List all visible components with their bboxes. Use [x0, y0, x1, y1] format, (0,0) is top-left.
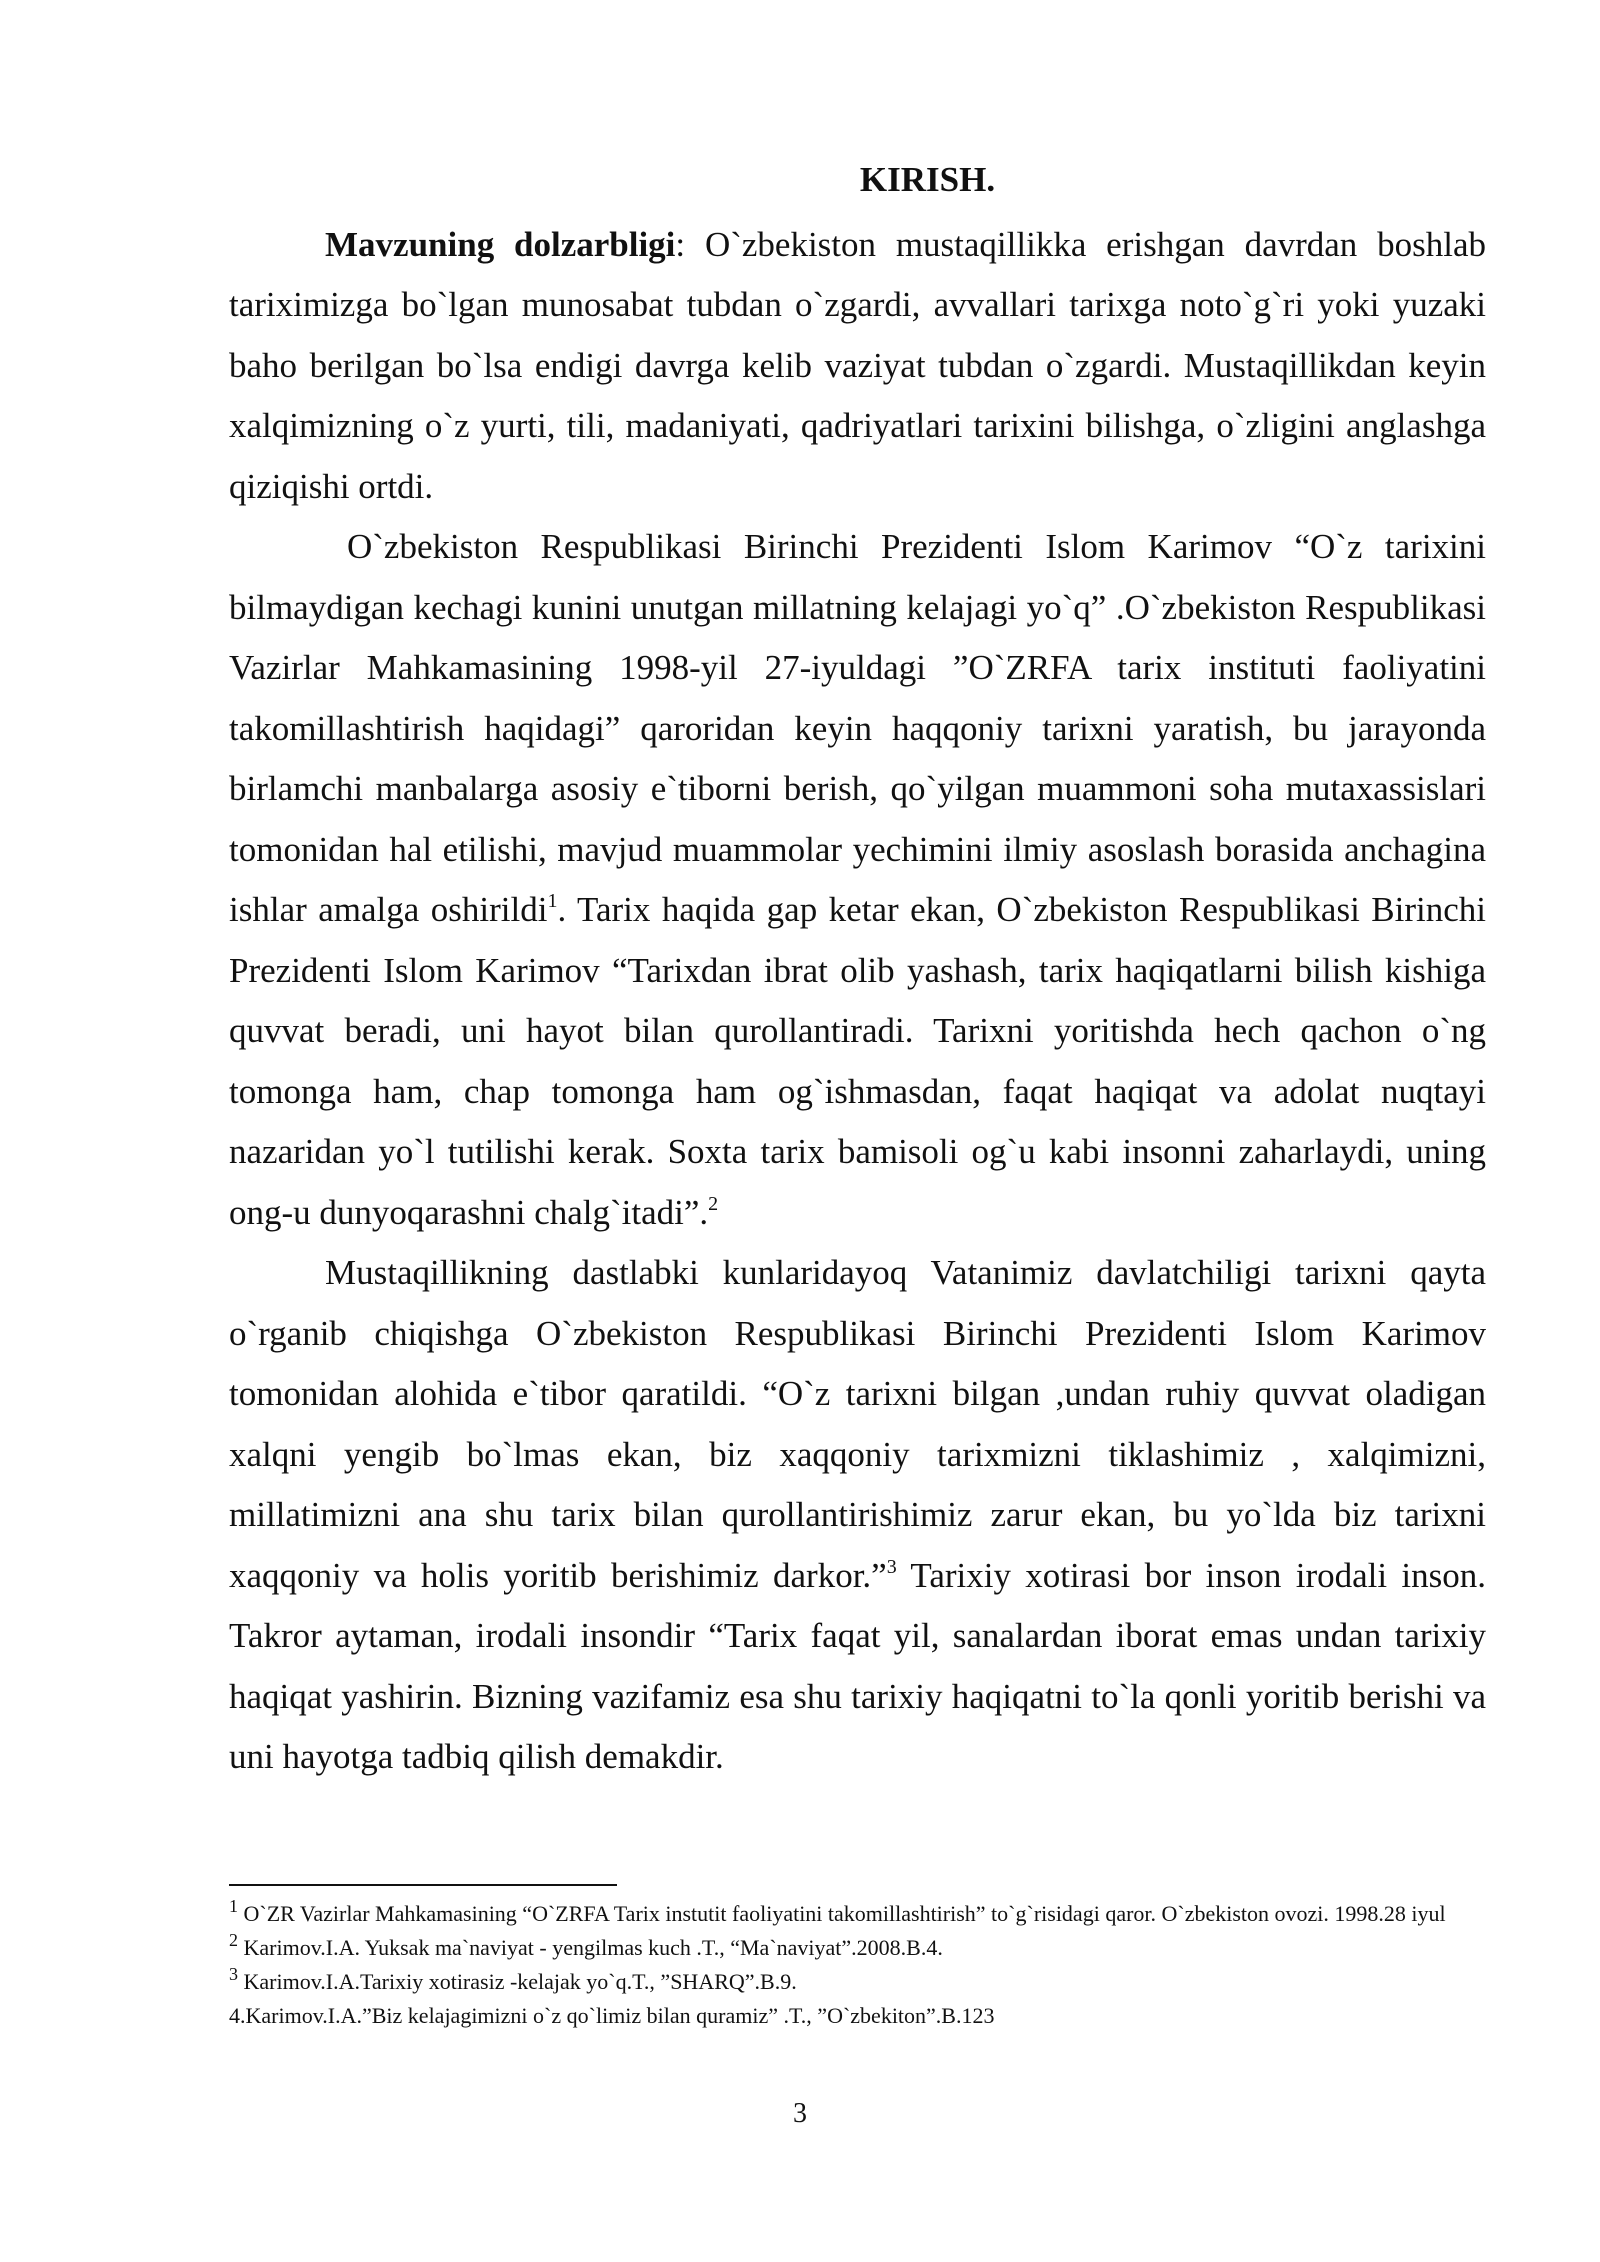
page-number: 3 [793, 2098, 807, 2129]
relevance-heading: Mavzuning dolzarbligi [325, 224, 676, 264]
footnote-text: Karimov.I.A. Yuksak ma`naviyat - yengilmas kuch .T., “Ma`naviyat”.2008.B.4. [238, 1935, 943, 1960]
paragraph-text: Mustaqillikning dastlabki kunlaridayoq Vatanimiz davlatchiligi tarixni qayta o`rganib chiqishga O`zbekiston Respublikasi Birinchi Prezidenti Islom Karimov tomonidan alohida e`tibor qaratildi. “O`z tarixni bilgan ,undan ruhiy quvvat oladigan xalqni yengib bo`lmas ekan, biz xaqqoniy tarixmizni tiklashimiz , xalqimizni, millatimizni ana shu tarix bilan qurollantirishimiz zarur ekan, bu yo`lda biz tarixni xaqqoniy va holis yoritib berishimiz darkor.” [229, 1253, 1486, 1595]
footnote-1 [229, 1896, 1486, 1928]
footnote-separator [229, 1884, 617, 1886]
footnote-ref-2[interactable]: 2 [708, 1192, 719, 1215]
footnote-ref-3[interactable]: 3 [886, 1555, 897, 1578]
footnote-4 [229, 2002, 1486, 2030]
paragraph-text: : O`zbekiston mustaqillikka erishgan davrdan boshlab tariximizga bo`lgan munosabat tubdan o`zgardi, avvallari tarixga noto`g`ri yoki yuzaki baho berilgan bo`lsa endigi davrga kelib vaziyat tubdan o`zgardi. Mustaqillikdan keyin xalqimizning o`z yurti, tili, madaniyati, qadriyatlari tarixini bilishga, o`zligini anglashga qiziqishi ortdi. [229, 224, 1486, 506]
main-text [229, 150, 1486, 1788]
paragraph-president-quote [229, 517, 1486, 1243]
footnotes [229, 1896, 1486, 2036]
footnote-ref-1[interactable]: 1 [547, 890, 558, 912]
paragraph-text: O`zbekiston Respublikasi Birinchi Prezidenti Islom Karimov “O`z tarixini bilmaydigan kechagi kunini unutgan millatning kelajagi yo`q” .O`zbekiston Respublikasi Vazirlar Mahkamasining 1998-yil 27-iyuldagi ”O`ZRFA tarix instituti faoliyatini takomillashtirish haqidagi” qaroridan keyin haqqoniy tarixni yaratish, bu jarayonda birlamchi manbalarga asosiy e`tiborni berish, qo`yilgan muammoni soha mutaxassislari tomonidan hal etilishi, mavjud muammolar yechimini ilmiy asoslash borasida anchagina ishlar amalga oshirildi [229, 527, 1486, 929]
paragraph-independence [229, 1243, 1486, 1788]
section-title: KIRISH. [859, 160, 996, 199]
footnote-3 [229, 1964, 1486, 1996]
paragraph-relevance [229, 215, 1486, 518]
footnote-text: 4.Karimov.I.A.”Biz kelajagimizni o`z qo`limiz bilan quramiz” .T., ”O`zbekiton”.B.123 [229, 2003, 995, 2028]
footnote-mark: 1 [229, 1896, 238, 1916]
footnote-mark: 2 [229, 1930, 238, 1950]
footnote-text: O`ZR Vazirlar Mahkamasining “O`ZRFA Tarix instutit faoliyatini takomillashtirish” to`g`risidagi qaror. O`zbekiston ovozi. 1998.28 iyul [238, 1901, 1446, 1926]
footnote-2 [229, 1930, 1486, 1962]
paragraph-text: . Tarix haqida gap ketar ekan, O`zbekiston Respublikasi Birinchi Prezidenti Islom Karimov “Tarixdan ibrat olib yashash, tarix haqiqatlarni bilish kishiga quvvat beradi, uni hayot bilan qurollantiradi. Tarixni yoritishda hech qachon o`ng tomonga ham, chap tomonga ham og`ishmasdan, faqat haqiqat va adolat nuqtayi nazaridan yo`l tutilishi kerak. Soxta tarix bamisoli og`u kabi insonni zaharlaydi, uning ong-u dunyoqarashni chalg`itadi”. [229, 890, 1486, 1232]
paragraph-text: Tarixiy xotirasi bor inson irodali inson. Takror aytaman, irodali insondir “Tarix faqat yil, sanalardan iborat emas undan tarixiy haqiqat yashirin. Bizning vazifamiz esa shu tarixiy haqiqatni to`la qonli yoritib berishi va uni hayotga tadbiq qilish demakdir. [229, 1555, 1486, 1776]
footnote-mark: 3 [229, 1964, 238, 1984]
footnote-text: Karimov.I.A.Tarixiy xotirasiz -kelajak yo`q.T., ”SHARQ”.B.9. [238, 1969, 797, 1994]
